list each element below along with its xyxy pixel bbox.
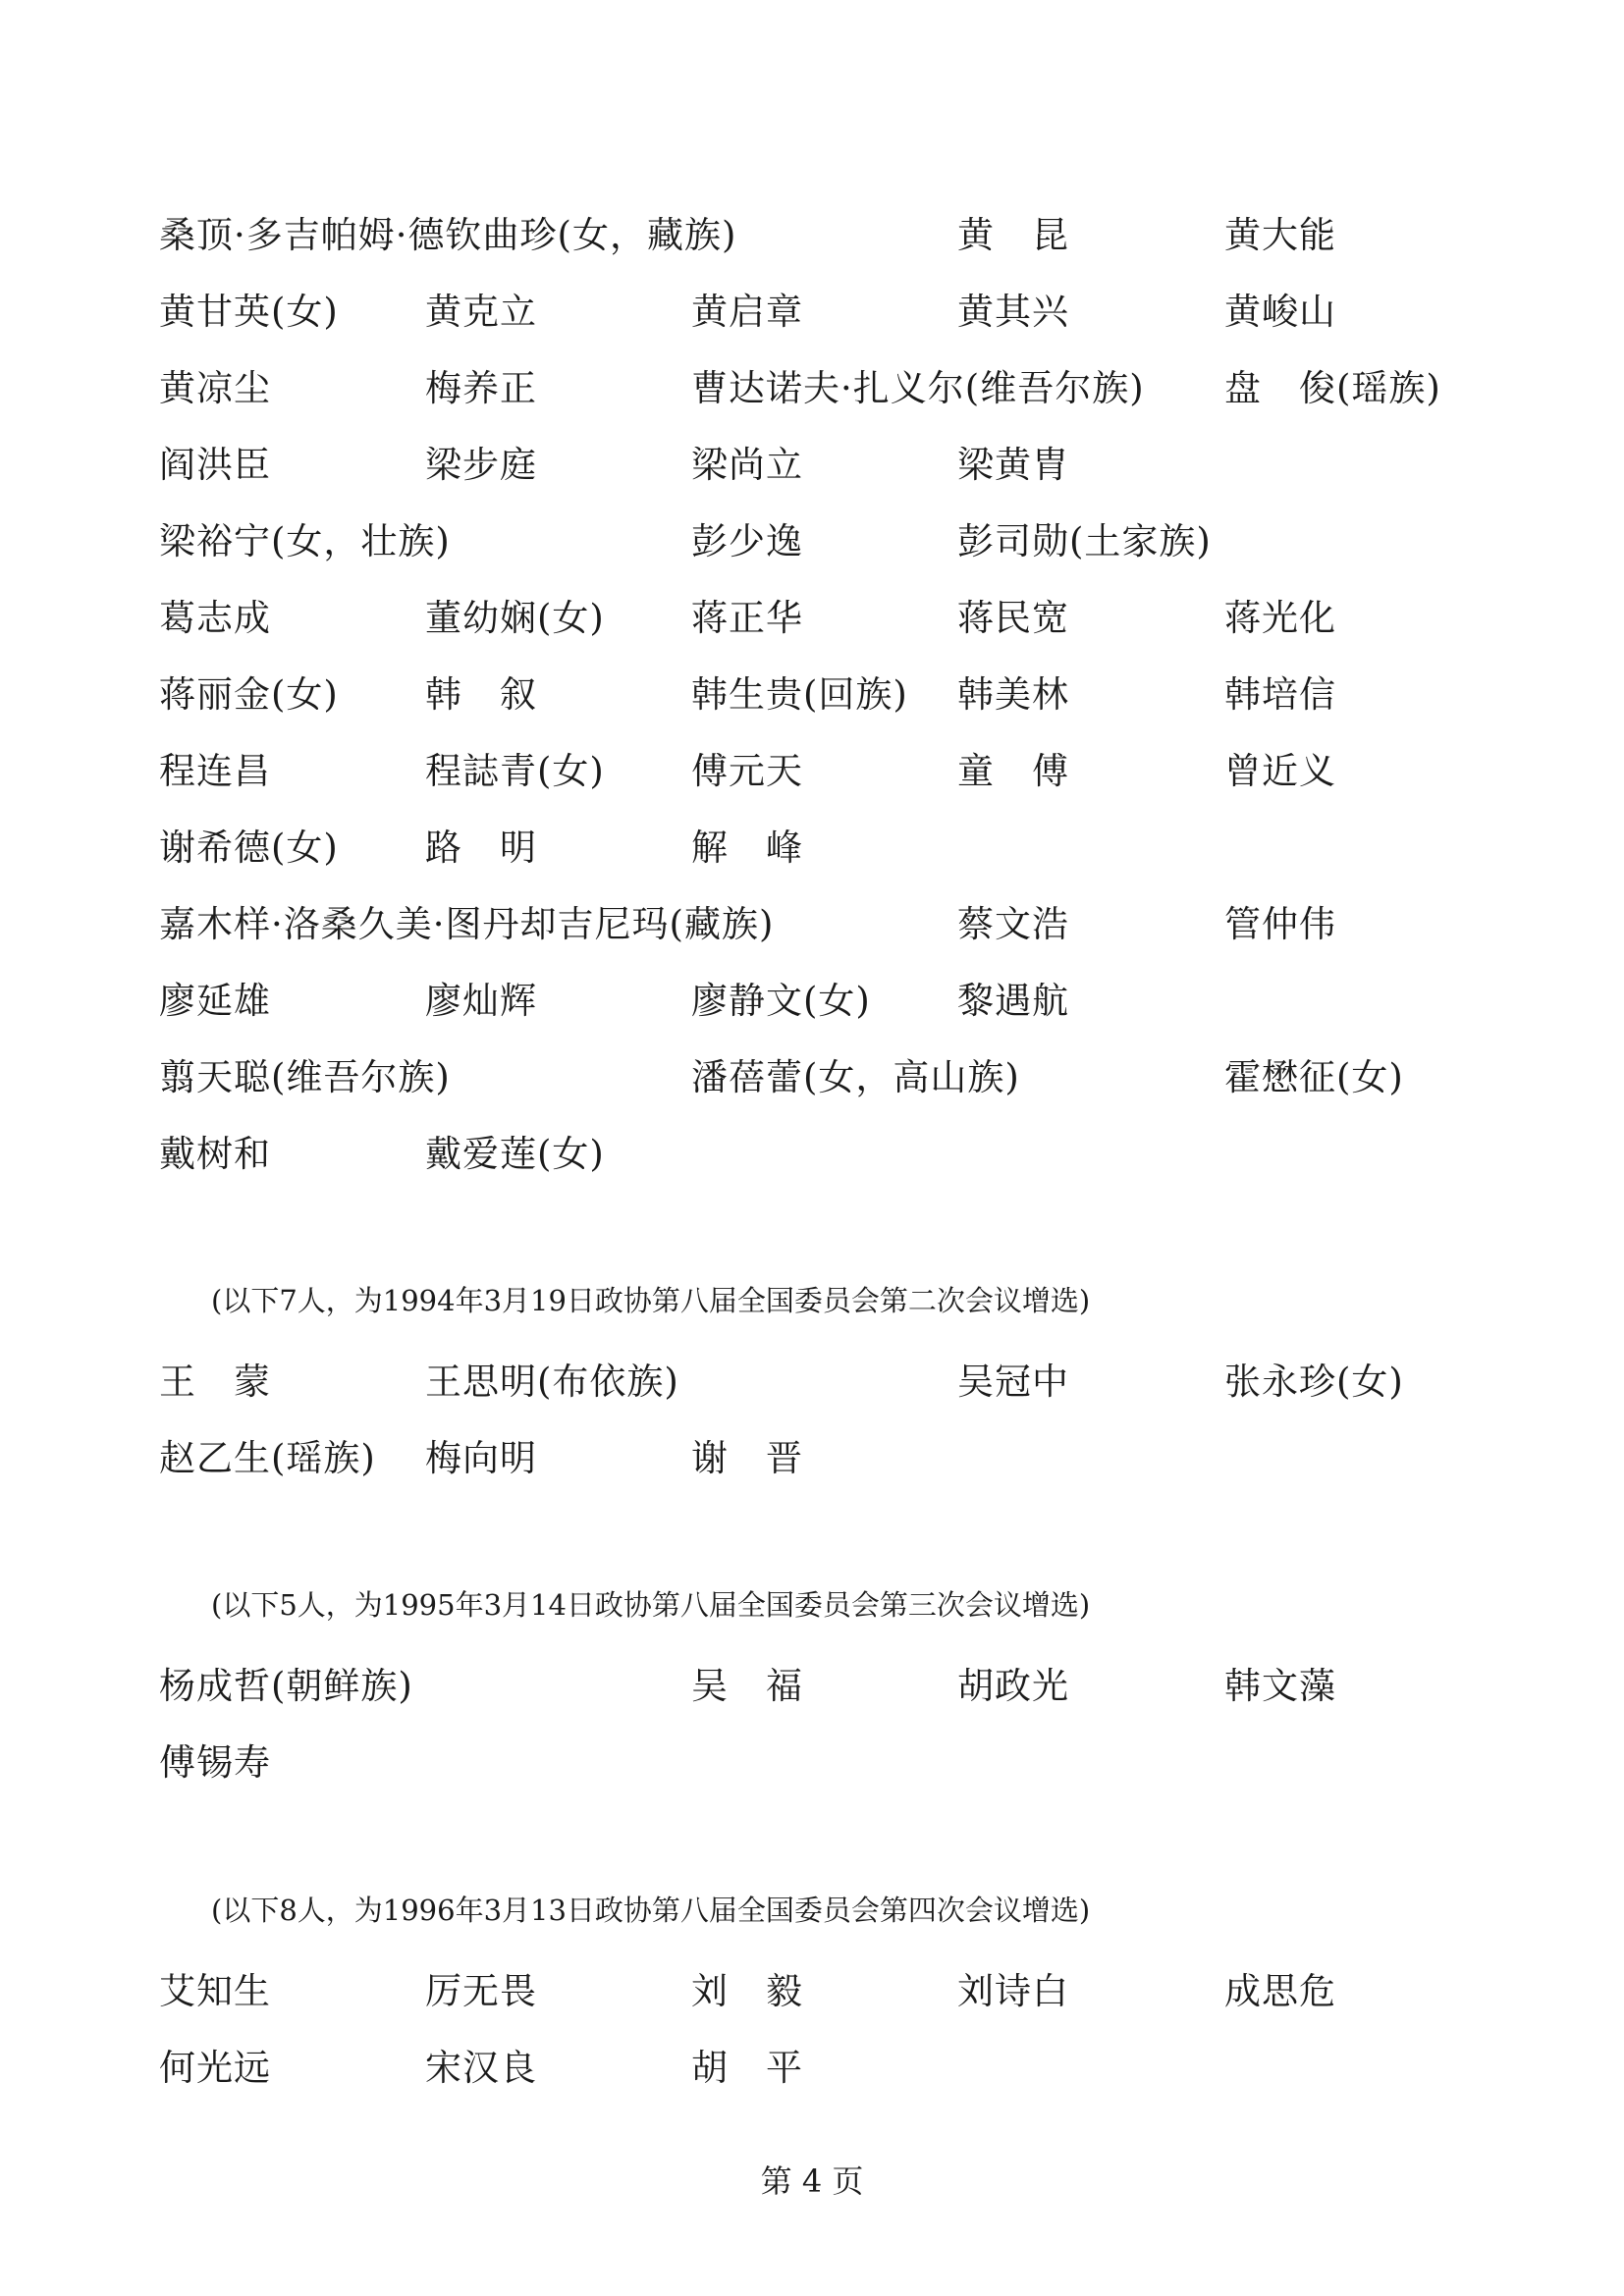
member-name: 曾近义 [1224,750,1336,792]
member-name: 翦天聪(维吾尔族) [159,1056,451,1098]
member-name: 黄甘英(女) [159,291,339,333]
member-name: 梅向明 [425,1437,537,1479]
name-row [0,1429,1624,1488]
member-name: 蒋正华 [691,597,803,639]
member-name: 桑顶·多吉帕姆·德钦曲珍(女，藏族) [159,214,737,256]
member-name: 童 傅 [957,750,1069,792]
member-name: 廖静文(女) [691,980,871,1022]
member-name: 蒋光化 [1224,597,1336,639]
member-name: 傅元天 [691,750,803,792]
member-name: 霍懋征(女) [1224,1056,1404,1098]
member-name: 潘蓓蕾(女，高山族) [691,1056,1020,1098]
member-name: 韩美林 [957,673,1069,716]
member-name: 黄 昆 [957,214,1069,256]
member-name: 路 明 [425,827,537,869]
member-name: 王 蒙 [159,1361,271,1403]
member-name: 蒋民宽 [957,597,1069,639]
member-name: 谢 晋 [691,1437,803,1479]
name-row [0,742,1624,801]
member-name: 梅养正 [425,367,537,409]
name-row [0,2039,1624,2098]
member-name: 梁黄胄 [957,444,1069,486]
member-name: 赵乙生(瑶族) [159,1437,376,1479]
member-name: 宋汉良 [425,2047,537,2089]
member-name: 黄启章 [691,291,803,333]
member-name: 廖灿辉 [425,980,537,1022]
name-row [0,1734,1624,1792]
name-row [0,206,1624,265]
member-name: 傅锡寿 [159,1741,271,1784]
member-name: 戴爱莲(女) [425,1133,605,1175]
name-row [0,1048,1624,1107]
member-name: 解 峰 [691,827,803,869]
member-name: 刘 毅 [691,1970,803,2012]
name-row [0,283,1624,342]
member-name: 韩培信 [1224,673,1336,716]
member-name: 黄凉尘 [159,367,271,409]
name-row [0,1125,1624,1184]
member-name: 王思明(布依族) [425,1361,679,1403]
member-name: 吴 福 [691,1665,803,1707]
name-row [0,1657,1624,1716]
name-row [0,512,1624,571]
name-row [0,1962,1624,2021]
member-name: 成思危 [1224,1970,1336,2012]
member-name: 廖延雄 [159,980,271,1022]
name-row [0,666,1624,724]
member-name: 何光远 [159,2047,271,2089]
section-note: (以下5人，为1995年3月14日政协第八届全国委员会第三次会议增选) [211,1588,1091,1622]
member-name: 谢希德(女) [159,827,339,869]
member-name: 厉无畏 [425,1970,537,2012]
member-name: 阎洪臣 [159,444,271,486]
member-name: 蒋丽金(女) [159,673,339,716]
member-name: 杨成哲(朝鲜族) [159,1665,413,1707]
page-number: 第 4 页 [760,2163,864,2200]
member-name: 梁尚立 [691,444,803,486]
section-note: (以下7人，为1994年3月19日政协第八届全国委员会第二次会议增选) [211,1284,1091,1317]
member-name: 韩文藻 [1224,1665,1336,1707]
name-row [0,895,1624,954]
member-name: 彭司勋(土家族) [957,520,1212,562]
member-name: 程连昌 [159,750,271,792]
name-row [0,972,1624,1031]
name-row [0,819,1624,878]
member-name: 管仲伟 [1224,903,1336,945]
member-name: 盘 俊(瑶族) [1224,367,1441,409]
member-name: 董幼娴(女) [425,597,605,639]
member-name: 刘诗白 [957,1970,1069,2012]
member-name: 蔡文浩 [957,903,1069,945]
section-note: (以下8人，为1996年3月13日政协第八届全国委员会第四次会议增选) [211,1894,1091,1927]
member-name: 嘉木样·洛桑久美·图丹却吉尼玛(藏族) [159,903,775,945]
member-name: 张永珍(女) [1224,1361,1404,1403]
member-name: 曹达诺夫·扎义尔(维吾尔族) [691,367,1145,409]
member-name: 韩生贵(回族) [691,673,908,716]
member-name: 梁步庭 [425,444,537,486]
member-name: 黎遇航 [957,980,1069,1022]
name-row [0,359,1624,418]
member-name: 黄其兴 [957,291,1069,333]
member-name: 韩 叙 [425,673,537,716]
member-name: 程誌青(女) [425,750,605,792]
name-row [0,1353,1624,1412]
member-name: 黄大能 [1224,214,1336,256]
member-name: 黄克立 [425,291,537,333]
member-name: 葛志成 [159,597,271,639]
name-row [0,436,1624,495]
member-name: 吴冠中 [957,1361,1069,1403]
member-name: 梁裕宁(女，壮族) [159,520,451,562]
member-name: 彭少逸 [691,520,803,562]
member-name: 胡 平 [691,2047,803,2089]
member-name: 黄峻山 [1224,291,1336,333]
member-name: 胡政光 [957,1665,1069,1707]
member-name: 艾知生 [159,1970,271,2012]
member-name: 戴树和 [159,1133,271,1175]
name-row [0,589,1624,648]
